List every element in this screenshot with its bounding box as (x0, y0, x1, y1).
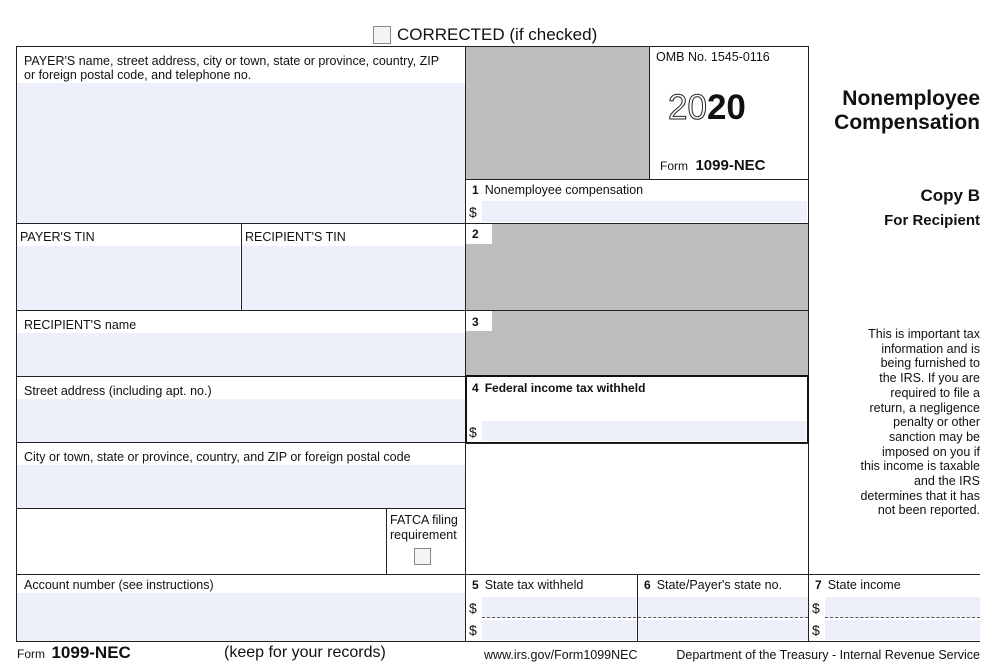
box2-number: 2 (472, 227, 479, 241)
copy-b-label: Copy B (920, 186, 980, 205)
footer-url: www.irs.gov/Form1099NEC (484, 648, 638, 662)
box5-label-text: State tax withheld (484, 578, 584, 592)
box5-dollar-sign-2: $ (469, 622, 477, 638)
box2-number-cell (466, 224, 492, 244)
street-address-label: Street address (including apt. no.) (24, 384, 212, 398)
payer-info-label-line2: or foreign postal code, and telephone no. (24, 68, 252, 82)
tax-year (668, 88, 746, 128)
blank-middle-box (465, 443, 809, 575)
notice-line: sanction may be (888, 429, 980, 444)
notice-line: imposed on you if (882, 444, 980, 459)
fatca-label-line1: FATCA filing (390, 513, 458, 527)
account-number-label: Account number (see instructions) (24, 578, 214, 592)
fatca-divider (386, 508, 387, 575)
box7-dollar-sign-2: $ (812, 622, 820, 638)
box6-label (644, 578, 782, 592)
footer-form-prefix: Form (17, 647, 45, 661)
box6-field-1[interactable] (638, 597, 808, 618)
notice-line: this income is taxable (860, 459, 980, 474)
box6-field-2[interactable] (638, 620, 808, 640)
account-number-field[interactable] (17, 593, 465, 641)
notice-line: and the IRS (913, 474, 980, 489)
box4-number: 4 (472, 381, 479, 395)
corrected-checkbox[interactable] (373, 26, 391, 44)
tax-year-bold: 20 (706, 88, 746, 127)
box7-dollar-sign-1: $ (812, 600, 820, 616)
omb-form-prefix: Form (660, 159, 688, 173)
fatca-checkbox[interactable] (414, 548, 431, 565)
box7-amount-field-2[interactable] (825, 620, 980, 640)
notice-line: the IRS. If you are (879, 371, 980, 386)
notice-line: This is important tax (868, 327, 980, 341)
city-field[interactable] (17, 465, 465, 508)
recipient-tin-label: RECIPIENT'S TIN (245, 230, 346, 244)
box1-dollar-sign: $ (469, 204, 477, 220)
box5-amount-field-1[interactable] (482, 597, 636, 618)
notice-line: return, a negligence (869, 400, 980, 415)
box4-label-text: Federal income tax withheld (484, 381, 646, 395)
box5-number: 5 (472, 578, 479, 592)
form-title-line2: Compensation (834, 111, 980, 134)
box2 (465, 223, 809, 311)
box6-number: 6 (644, 578, 651, 592)
shaded-block-top (466, 46, 650, 180)
form-title-line1: Nonemployee (842, 87, 980, 110)
important-tax-notice (840, 327, 980, 518)
box7-amount-field-1[interactable] (825, 597, 980, 618)
box1-label-text: Nonemployee compensation (484, 183, 644, 197)
box4-label (472, 381, 645, 395)
box1-amount-field[interactable] (482, 201, 807, 222)
fatca-label-line2: requirement (390, 528, 457, 542)
notice-line: information and is (881, 341, 980, 356)
payer-info-label-line1: PAYER'S name, street address, city or town, state or province, country, ZIP (24, 54, 440, 68)
omb-label: OMB No. 1545-0116 (656, 50, 770, 64)
corrected-label: CORRECTED (if checked) (397, 25, 598, 44)
box5-label (472, 578, 583, 592)
footer-keep-note: (keep for your records) (224, 644, 386, 661)
notice-line: being furnished to (880, 356, 980, 371)
box5-amount-field-2[interactable] (482, 620, 636, 640)
omb-form-name (660, 157, 766, 175)
city-label: City or town, state or province, country, and ZIP or foreign postal code (24, 450, 411, 464)
box3 (465, 310, 809, 377)
street-address-field[interactable] (17, 399, 465, 442)
box3-number: 3 (472, 315, 479, 329)
tax-year-outline: 20 (668, 88, 707, 127)
payer-info-field[interactable] (17, 83, 465, 223)
recipient-name-field[interactable] (17, 333, 465, 376)
box3-number-cell (466, 311, 492, 331)
box4-dollar-sign: $ (469, 424, 477, 440)
box7-label (815, 578, 901, 592)
box6-label-text: State/Payer's state no. (656, 578, 783, 592)
box5-dollar-sign-1: $ (469, 600, 477, 616)
payer-tin-label: PAYER'S TIN (20, 230, 95, 244)
notice-line: determines that it has (860, 488, 980, 503)
copy-b-sub: For Recipient (884, 212, 980, 229)
payer-tin-field[interactable] (17, 246, 240, 310)
notice-line: not been reported. (877, 503, 980, 518)
footer-department: Department of the Treasury - Internal Revenue Service (676, 648, 980, 662)
box7-number: 7 (815, 578, 822, 592)
omb-form-number: 1099-NEC (695, 157, 766, 174)
box7-label-text: State income (827, 578, 901, 592)
recipient-name-label: RECIPIENT'S name (24, 318, 137, 332)
box4-amount-field[interactable] (482, 421, 806, 441)
footer-form-number: 1099-NEC (51, 643, 131, 662)
box1-number: 1 (472, 183, 479, 197)
footer-form-name (17, 643, 131, 663)
box1-label (472, 183, 643, 197)
recipient-tin-field[interactable] (242, 246, 465, 310)
notice-line: required to file a (890, 385, 980, 400)
notice-line: penalty or other (893, 415, 980, 430)
